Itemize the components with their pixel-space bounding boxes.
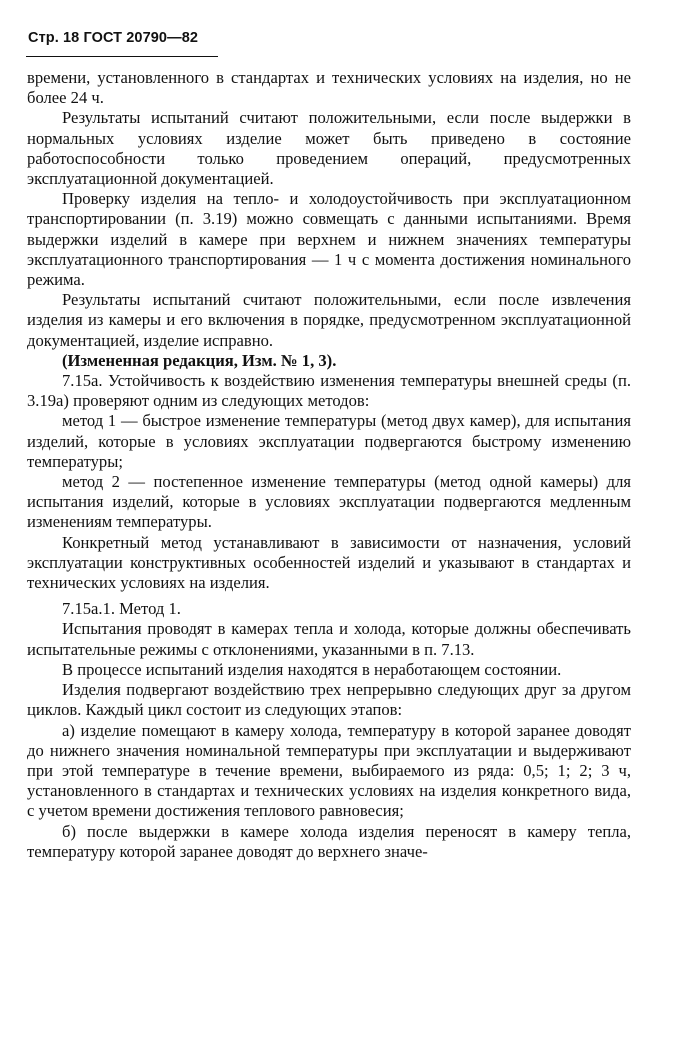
list-item: б) после выдержки в камере холода изделия переносят в камеру тепла, температуру которой заранее доводят до верхнего значе- bbox=[27, 821, 631, 861]
list-item: а) изделие помещают в камеру холода, температуру в которой заранее доводят до нижнего значения номинальной температуры при эксплуатации и выдерживают при этой температуре в течение времени, выбираемого из ряда: 0,5; 1; 2; 3 ч, установленного в стандартах и технических условиях на изделия конкретного вида, с учетом времени достижения теплового равновесия; bbox=[27, 720, 631, 821]
section-heading: 7.15а. Устойчивость к воздействию изменения температуры внешней среды (п. 3.19а) проверяют одним из следующих методов: bbox=[27, 371, 631, 411]
paragraph: Конкретный метод устанавливают в зависимости от назначения, условий эксплуатации конструктивных особенностей изделий и указывают в стандартах и технических условиях на изделия. bbox=[27, 532, 631, 593]
document-body bbox=[27, 68, 631, 862]
paragraph: Результаты испытаний считают положительными, если после извлечения изделия из камеры и его включения в порядке, предусмотренном эксплуатационной документацией, изделие исправно. bbox=[27, 290, 631, 350]
subsection-heading: 7.15а.1. Метод 1. bbox=[62, 599, 181, 619]
standard-code: ГОСТ 20790—82 bbox=[83, 30, 199, 46]
paragraph: Испытания проводят в камерах тепла и холода, которые должны обеспечивать испытательные режимы с отклонениями, указанными в п. 7.13. bbox=[27, 619, 631, 659]
amendment-note: (Измененная редакция, Изм. № 1, 3). bbox=[62, 350, 337, 370]
paragraph: Проверку изделия на тепло- и холодоустойчивость при эксплуатационном транспортировании (п. 3.19) можно совмещать с данными испытаниями. Время выдержки изделий в камере при верхнем и нижнем значениях температуры эксплуатационного транспортирования — 1 ч с момента достижения номинального режима. bbox=[27, 189, 631, 290]
paragraph: В процессе испытаний изделия находятся в неработающем состоянии. bbox=[62, 659, 562, 679]
paragraph: Изделия подвергают воздействию трех непрерывно следующих друг за другом циклов. Каждый цикл состоит из следующих этапов: bbox=[27, 680, 631, 720]
paragraph: метод 1 — быстрое изменение температуры (метод двух камер), для испытания изделий, которые в условиях эксплуатации подвергаются быстрому изменению температуры; bbox=[27, 411, 631, 471]
paragraph: метод 2 — постепенное изменение температуры (метод одной камеры) для испытания изделий, которые в условиях эксплуатации подвергаются медленным изменениям температуры. bbox=[27, 472, 631, 532]
header-rule bbox=[26, 56, 218, 57]
paragraph: времени, установленного в стандартах и технических условиях на изделия, но не более 24 ч. bbox=[27, 68, 631, 108]
paragraph: Результаты испытаний считают положительными, если после выдержки в нормальных условиях изделие может быть приведено в состояние работоспособности только проведением операций, предусмотренных эксплуатационной документацией. bbox=[27, 108, 631, 189]
page-number: Стр. 18 bbox=[28, 30, 80, 46]
page-header bbox=[28, 30, 198, 46]
